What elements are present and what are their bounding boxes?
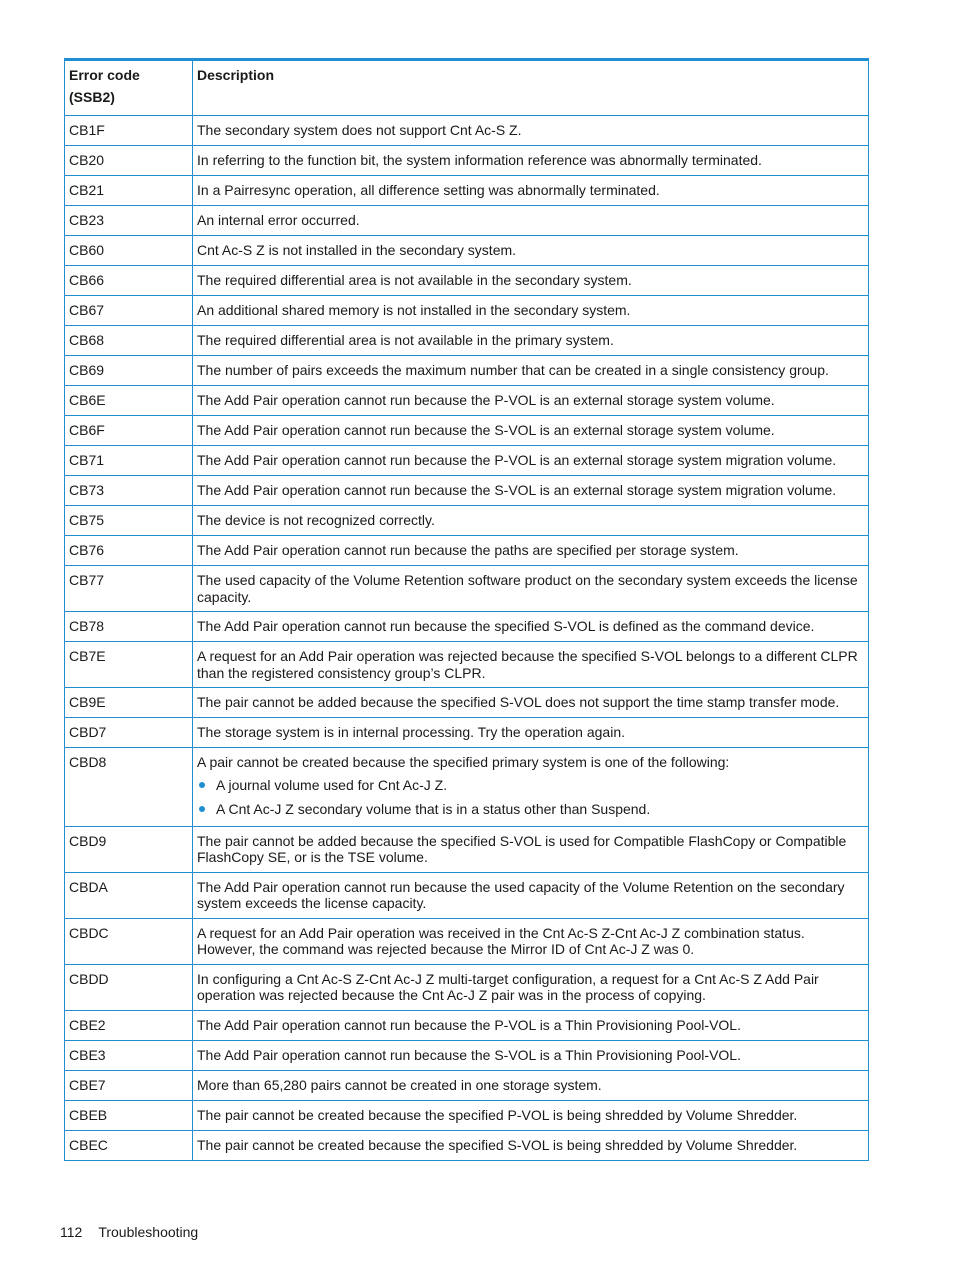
description-text: An additional shared memory is not installed in the secondary system. (197, 302, 631, 318)
error-code-cell: CB66 (65, 266, 193, 296)
description-cell (193, 476, 869, 506)
description-text: The used capacity of the Volume Retention software product on the secondary system exceeds the license capacity. (197, 572, 858, 605)
description-cell (193, 748, 869, 827)
error-code-cell: CBDD (65, 964, 193, 1010)
error-code-cell: CB6E (65, 386, 193, 416)
description-cell (193, 386, 869, 416)
page-footer (60, 1223, 198, 1241)
description-text: The required differential area is not available in the secondary system. (197, 272, 632, 288)
table-row (65, 176, 869, 206)
table-row (65, 1070, 869, 1100)
description-text: The required differential area is not available in the primary system. (197, 332, 614, 348)
error-code-cell: CB21 (65, 176, 193, 206)
header-error-code: Error code (SSB2) (65, 60, 193, 116)
error-code-cell: CBE7 (65, 1070, 193, 1100)
description-text: The Add Pair operation cannot run because the specified S-VOL is defined as the command device. (197, 618, 815, 634)
table-row (65, 116, 869, 146)
table-row (65, 236, 869, 266)
description-cell (193, 236, 869, 266)
description-text: In configuring a Cnt Ac-S Z-Cnt Ac-J Z multi-target configuration, a request for a Cnt Ac-S Z Add Pair operation was rejected because the Cnt Ac-J Z pair was in the process of copying. (197, 970, 819, 1003)
error-code-cell: CB7E (65, 642, 193, 688)
table-row (65, 718, 869, 748)
table-row (65, 266, 869, 296)
description-text: The storage system is in internal processing. Try the operation again. (197, 724, 625, 740)
error-code-cell: CBD8 (65, 748, 193, 827)
description-text: In a Pairresync operation, all difference setting was abnormally terminated. (197, 182, 660, 198)
description-cell (193, 964, 869, 1010)
footer-section-title: Troubleshooting (98, 1224, 199, 1240)
table-row (65, 748, 869, 827)
description-text: The pair cannot be added because the specified S-VOL is used for Compatible FlashCopy or Compatible FlashCopy SE, or is the TSE volume. (197, 832, 847, 865)
description-cell (193, 718, 869, 748)
error-code-cell: CBD9 (65, 826, 193, 872)
error-code-cell: CBE2 (65, 1010, 193, 1040)
description-cell (193, 688, 869, 718)
table-row (65, 416, 869, 446)
error-code-cell: CB60 (65, 236, 193, 266)
error-code-cell: CBE3 (65, 1040, 193, 1070)
bullet-text: A journal volume used for Cnt Ac-J Z. (216, 776, 448, 793)
description-text: The Add Pair operation cannot run because the P-VOL is a Thin Provisioning Pool-VOL. (197, 1016, 741, 1033)
description-text: The Add Pair operation cannot run because the paths are specified per storage system. (197, 542, 739, 558)
description-text: The Add Pair operation cannot run because the S-VOL is a Thin Provisioning Pool-VOL. (197, 1046, 741, 1063)
error-code-cell: CB71 (65, 446, 193, 476)
description-cell (193, 506, 869, 536)
table-row (65, 918, 869, 964)
description-cell (193, 1010, 869, 1040)
table-header-row (65, 60, 869, 116)
error-code-cell: CB77 (65, 566, 193, 612)
error-code-cell: CB1F (65, 116, 193, 146)
description-text: The pair cannot be added because the specified S-VOL does not support the time stamp transfer mode. (197, 694, 840, 710)
error-code-cell: CBDA (65, 872, 193, 918)
error-code-table (64, 58, 869, 1161)
error-code-cell: CB68 (65, 326, 193, 356)
description-cell (193, 266, 869, 296)
description-cell (193, 642, 869, 688)
table-row (65, 296, 869, 326)
table-row (65, 476, 869, 506)
description-text: The Add Pair operation cannot run because the S-VOL is an external storage system volume. (197, 422, 775, 438)
description-cell (193, 612, 869, 642)
description-text: A pair cannot be created because the specified primary system is one of the following: (197, 754, 730, 770)
description-cell (193, 826, 869, 872)
table-row (65, 688, 869, 718)
description-bullet-item (197, 777, 864, 794)
description-cell (193, 206, 869, 236)
description-text: The Add Pair operation cannot run because the used capacity of the Volume Retention on the secondary system exceeds the license capacity. (197, 878, 845, 911)
error-code-table-container (64, 58, 868, 1161)
table-row (65, 566, 869, 612)
table-row (65, 326, 869, 356)
bullet-dot-icon (199, 806, 205, 812)
description-bullet-item (197, 801, 864, 818)
description-cell (193, 1130, 869, 1160)
table-row (65, 872, 869, 918)
table-row (65, 826, 869, 872)
description-cell (193, 1070, 869, 1100)
description-text: A request for an Add Pair operation was received in the Cnt Ac-S Z-Cnt Ac-J Z combination status. However, the command was rejected because the Mirror ID of Cnt Ac-J Z was 0. (197, 924, 805, 957)
description-text: The Add Pair operation cannot run because the S-VOL is an external storage system migration volume. (197, 482, 837, 498)
table-row (65, 612, 869, 642)
table-body (65, 116, 869, 1161)
description-cell (193, 446, 869, 476)
description-cell (193, 1100, 869, 1130)
description-text: An internal error occurred. (197, 212, 360, 228)
description-text: The Add Pair operation cannot run because the P-VOL is an external storage system migration volume. (197, 452, 837, 468)
description-text: More than 65,280 pairs cannot be created in one storage system. (197, 1076, 602, 1093)
description-text: The pair cannot be created because the specified S-VOL is being shredded by Volume Shredder. (197, 1136, 798, 1153)
description-text: The Add Pair operation cannot run because the P-VOL is an external storage system volume. (197, 392, 775, 408)
description-cell (193, 176, 869, 206)
description-cell (193, 416, 869, 446)
error-code-cell: CB73 (65, 476, 193, 506)
table-row (65, 642, 869, 688)
description-cell (193, 296, 869, 326)
description-cell (193, 536, 869, 566)
error-code-cell: CB23 (65, 206, 193, 236)
error-code-cell: CB20 (65, 146, 193, 176)
description-text: Cnt Ac-S Z is not installed in the secondary system. (197, 242, 517, 258)
error-code-cell: CBD7 (65, 718, 193, 748)
table-row (65, 1100, 869, 1130)
description-cell (193, 326, 869, 356)
error-code-cell: CBEC (65, 1130, 193, 1160)
table-row (65, 446, 869, 476)
description-cell (193, 116, 869, 146)
table-row (65, 1130, 869, 1160)
table-row (65, 356, 869, 386)
description-text: The secondary system does not support Cnt Ac-S Z. (197, 122, 522, 138)
table-row (65, 386, 869, 416)
error-code-cell: CBEB (65, 1100, 193, 1130)
bullet-text: A Cnt Ac-J Z secondary volume that is in a status other than Suspend. (216, 801, 651, 817)
description-text: In referring to the function bit, the system information reference was abnormally terminated. (197, 152, 762, 168)
error-code-cell: CB9E (65, 688, 193, 718)
error-code-cell: CBDC (65, 918, 193, 964)
table-row (65, 964, 869, 1010)
description-text: The pair cannot be created because the specified P-VOL is being shredded by Volume Shredder. (197, 1106, 798, 1123)
description-bullet-list (197, 777, 864, 818)
table-row (65, 1010, 869, 1040)
description-text: A request for an Add Pair operation was rejected because the specified S-VOL belongs to a different CLPR than the registered consistency group’s CLPR. (197, 648, 858, 681)
description-text: The number of pairs exceeds the maximum number that can be created in a single consistency group. (197, 362, 829, 378)
description-cell (193, 356, 869, 386)
table-row (65, 1040, 869, 1070)
header-description: Description (193, 60, 869, 116)
description-cell (193, 872, 869, 918)
error-code-cell: CB67 (65, 296, 193, 326)
description-text: The device is not recognized correctly. (197, 512, 435, 528)
table-row (65, 536, 869, 566)
error-code-cell: CB75 (65, 506, 193, 536)
error-code-cell: CB69 (65, 356, 193, 386)
error-code-cell: CB6F (65, 416, 193, 446)
description-cell (193, 146, 869, 176)
description-cell (193, 1040, 869, 1070)
error-code-cell: CB78 (65, 612, 193, 642)
table-row (65, 506, 869, 536)
error-code-cell: CB76 (65, 536, 193, 566)
table-row (65, 146, 869, 176)
table-row (65, 206, 869, 236)
description-cell (193, 918, 869, 964)
description-cell (193, 566, 869, 612)
page-number: 112 (60, 1224, 83, 1240)
bullet-dot-icon (199, 782, 205, 788)
